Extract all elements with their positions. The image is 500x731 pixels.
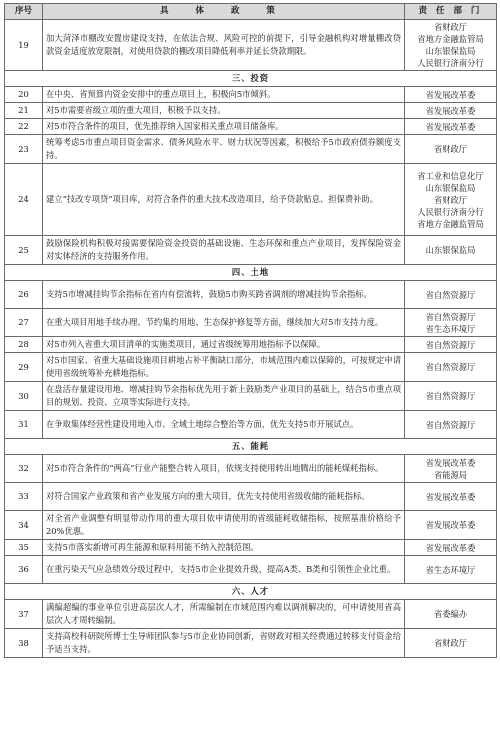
table-row [5, 337, 497, 353]
responsible-departments [405, 483, 497, 511]
department-name: 省财政厅 [433, 638, 468, 648]
policy-text: 建立“技改专项贷”项目库，对符合条件的重大技术改造项目，给予贷款贴息、担保费补助。 [43, 164, 405, 236]
department-name: 省生态环境厅 [425, 323, 476, 334]
row-number: 31 [5, 411, 43, 439]
table-row [5, 164, 497, 236]
department-name: 省自然资源厅 [425, 339, 476, 350]
department-name: 省自然资源厅 [425, 362, 476, 372]
policy-text: 对5市列入省重大项目清单的实施类项目，通过省级统筹用地指标予以保障。 [43, 337, 405, 353]
policy-text: 对符合国家产业政策和省产业发展方向的重大项目，优先支持使用省级收储的能耗指标。 [43, 483, 405, 511]
table-row [5, 236, 497, 265]
responsible-departments [405, 20, 497, 71]
table-row [5, 87, 497, 103]
department-name: 省委编办 [433, 609, 468, 619]
table-row [5, 281, 497, 309]
department-name: 人民银行济南分行 [417, 58, 484, 68]
table-row [5, 20, 497, 71]
department-name: 省发展改革委 [425, 105, 476, 116]
header-number: 序号 [5, 4, 43, 20]
policy-text: 在中央、省预算内资金安排中的重点项目上，积极向5市倾斜。 [43, 87, 405, 103]
department-name: 省自然资源厅 [425, 311, 476, 322]
row-number: 20 [5, 87, 43, 103]
department-name: 省地方金融监管局 [417, 34, 484, 44]
table-row [5, 540, 497, 556]
table-row [5, 511, 497, 540]
policy-text: 对5市国家、省重大基础设施项目耕地占补平衡缺口部分，市域范围内难以保障的，可按规定申请使用省级统筹补充耕地指标。 [43, 353, 405, 382]
policy-table [4, 3, 497, 658]
row-number: 26 [5, 281, 43, 309]
table-row [5, 629, 497, 658]
section-row [5, 71, 497, 87]
row-number: 19 [5, 20, 43, 71]
department-name: 省能源局 [433, 469, 468, 480]
department-name: 省生态环境厅 [425, 564, 476, 575]
table-row [5, 135, 497, 164]
responsible-departments [405, 511, 497, 540]
table-row [5, 455, 497, 483]
responsible-departments [405, 411, 497, 439]
row-number: 24 [5, 164, 43, 236]
section-title: 四、土地 [5, 265, 497, 281]
responsible-departments [405, 455, 497, 483]
section-row [5, 439, 497, 455]
row-number: 37 [5, 600, 43, 629]
table-row [5, 353, 497, 382]
department-name: 省地方金融监管局 [417, 218, 484, 229]
department-name: 省财政厅 [433, 194, 468, 205]
department-name: 省工业和信息化厅 [417, 170, 484, 181]
row-number: 35 [5, 540, 43, 556]
row-number: 27 [5, 309, 43, 337]
row-number: 28 [5, 337, 43, 353]
table-row [5, 600, 497, 629]
department-name: 省财政厅 [433, 22, 468, 32]
table-body [5, 20, 497, 658]
policy-text: 鼓励保险机构积极对接需要保险资金投资的基础设施、生态环保和重点产业项目，发挥保险资金对实体经济的支持服务作用。 [43, 236, 405, 265]
policy-text: 对5市符合条件的“两高”行业产能整合转入项目，依规支持使用转出地腾出的能耗煤耗指标。 [43, 455, 405, 483]
policy-text: 统筹考虑5市重点项目资金需求、债务风险水平、财力状况等因素，积极给予5市政府债券额度支持。 [43, 135, 405, 164]
table-row [5, 309, 497, 337]
policy-text: 对5市需要省级立项的重大项目，积极予以支持。 [43, 103, 405, 119]
policy-text: 满编超编的事业单位引进高层次人才，所需编制在市域范围内难以调剂解决的，可申请使用省高层次人才周转编制。 [43, 600, 405, 629]
department-name: 省自然资源厅 [425, 289, 476, 300]
section-row [5, 584, 497, 600]
responsible-departments [405, 382, 497, 411]
responsible-departments [405, 135, 497, 164]
row-number: 23 [5, 135, 43, 164]
department-name: 山东银保监局 [425, 182, 476, 193]
responsible-departments [405, 629, 497, 658]
table-header-row [5, 4, 497, 20]
responsible-departments [405, 119, 497, 135]
responsible-departments [405, 164, 497, 236]
department-name: 人民银行济南分行 [417, 206, 484, 217]
responsible-departments [405, 353, 497, 382]
department-name: 省发展改革委 [425, 457, 476, 468]
responsible-departments [405, 540, 497, 556]
header-policy: 具 体 政 策 [43, 4, 405, 20]
row-number: 33 [5, 483, 43, 511]
table-row [5, 483, 497, 511]
row-number: 22 [5, 119, 43, 135]
row-number: 38 [5, 629, 43, 658]
responsible-departments [405, 309, 497, 337]
department-name: 省自然资源厅 [425, 391, 476, 401]
table-row [5, 411, 497, 439]
policy-text: 对5市符合条件的项目，优先推荐纳入国家相关重点项目储备库。 [43, 119, 405, 135]
responsible-departments [405, 103, 497, 119]
row-number: 29 [5, 353, 43, 382]
table-row [5, 382, 497, 411]
row-number: 25 [5, 236, 43, 265]
department-name: 省发展改革委 [425, 542, 476, 553]
responsible-departments [405, 87, 497, 103]
department-name: 省发展改革委 [425, 121, 476, 132]
policy-text: 对全省产业调整有明显带动作用的重大项目依申请使用的省级能耗收储指标，按照基准价格给予20%优惠。 [43, 511, 405, 540]
row-number: 34 [5, 511, 43, 540]
section-row [5, 265, 497, 281]
department-name: 山东银保监局 [425, 46, 476, 56]
section-title: 六、人才 [5, 584, 497, 600]
department-name: 省发展改革委 [425, 491, 476, 502]
responsible-departments [405, 556, 497, 584]
section-title: 五、能耗 [5, 439, 497, 455]
table-row [5, 556, 497, 584]
responsible-departments [405, 337, 497, 353]
row-number: 30 [5, 382, 43, 411]
row-number: 32 [5, 455, 43, 483]
table-row [5, 119, 497, 135]
row-number: 36 [5, 556, 43, 584]
section-title: 三、投资 [5, 71, 497, 87]
responsible-departments [405, 600, 497, 629]
responsible-departments [405, 236, 497, 265]
department-name: 省发展改革委 [425, 520, 476, 530]
department-name: 省发展改革委 [425, 89, 476, 100]
department-name: 省财政厅 [433, 144, 468, 154]
policy-text: 在盘活存量建设用地、增减挂钩节余指标优先用于新上鼓励类产业项目的基础上，结合5市重点项目的规划、投资、立项等实际进行支持。 [43, 382, 405, 411]
policy-text: 支持5市增减挂钩节余指标在省内有偿流转，鼓励5市购买跨省调剂的增减挂钩节余指标。 [43, 281, 405, 309]
row-number: 21 [5, 103, 43, 119]
policy-text: 加大菏泽市棚改安置房建设支持，在依法合规、风险可控的前提下，引导金融机构对增量棚改贷款资金适度放宽限制，对使用贷款的棚改项目降低利率并延长贷款期限。 [43, 20, 405, 71]
header-department: 责 任 部 门 [405, 4, 497, 20]
policy-text: 在重大项目用地手续办理、节约集约用地、生态保护修复等方面，继续加大对5市支持力度。 [43, 309, 405, 337]
department-name: 山东银保监局 [425, 245, 476, 255]
table-row [5, 103, 497, 119]
policy-text: 支持5市落实新增可再生能源和原料用能不纳入控制范围。 [43, 540, 405, 556]
department-name: 省自然资源厅 [425, 419, 476, 430]
responsible-departments [405, 281, 497, 309]
policy-text: 支持高校科研院所博士生导师团队参与5市企业协同创新，省财政对相关经费通过转移支付资金给予适当支持。 [43, 629, 405, 658]
policy-text: 在争取集体经营性建设用地入市、全域土地综合整治等方面，优先支持5市开展试点。 [43, 411, 405, 439]
policy-text: 在重污染天气应急绩效分级过程中，支持5市企业提效升级，提高A类、B类和引领性企业比重。 [43, 556, 405, 584]
